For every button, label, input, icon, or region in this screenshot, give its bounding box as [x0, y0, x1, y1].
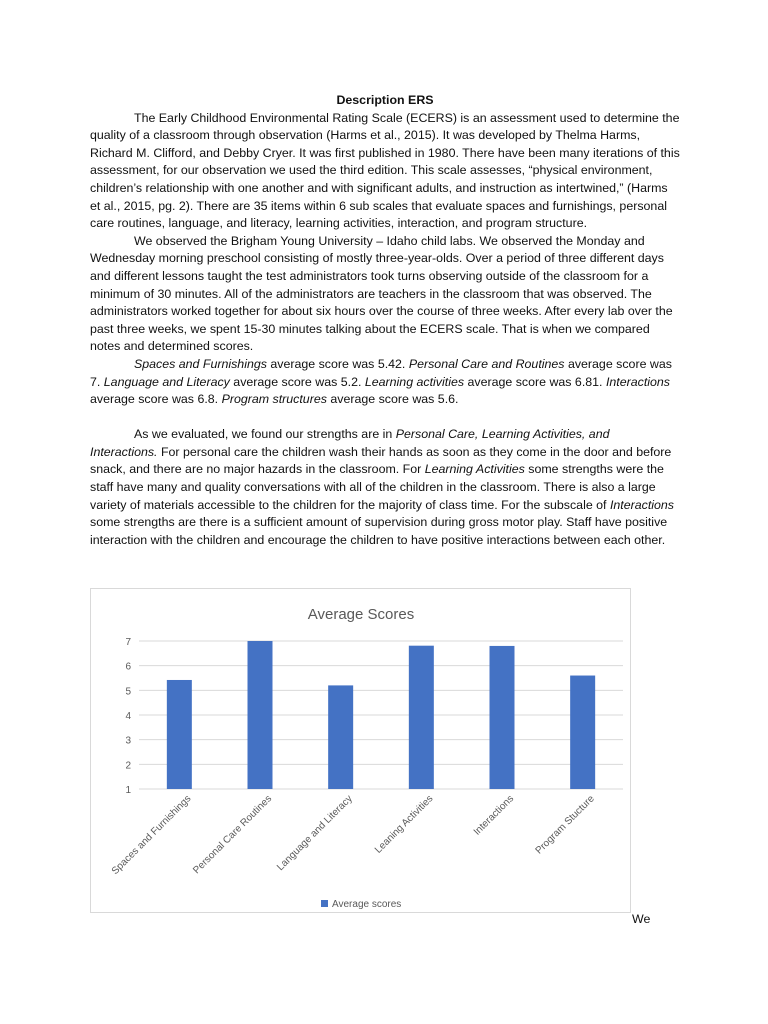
x-tick-label: Personal Care Routines: [191, 793, 275, 877]
trailing-word: We: [632, 912, 651, 926]
strengths-text-d: some strengths are there is a sufficient amount of supervision during gross motor play. Staff have positive interaction with the children and encourage the children to have positive interactions between each other.: [90, 515, 668, 547]
y-axis-ticks: [125, 637, 131, 796]
subscale-learning: Learning activities: [364, 374, 465, 389]
document-title: Description ERS: [336, 93, 434, 107]
bar: [248, 641, 273, 789]
bar: [167, 680, 192, 789]
y-tick-label: 6: [125, 661, 131, 673]
y-tick-label: 3: [125, 735, 131, 747]
strengths-interactions: Interactions: [609, 497, 674, 512]
legend-swatch: [321, 900, 328, 907]
document-body: [90, 92, 680, 549]
subscale-program: Program structures: [221, 392, 327, 407]
y-tick-label: 2: [125, 760, 131, 772]
score-interactions: average score was 6.8.: [90, 392, 222, 407]
paragraph-observation: We observed the Brigham Young University – Idaho child labs. We observed the Monday and Wednesday morning preschool consisting of mostly three-year-olds. Over a period of three different days and different lessons taught the test administrators took turns observing outside of the classroom for a minimum of 30 minutes. All of the administrators are teachers in the classroom that was observed. The administrators worked together for about six hours over the course of three weeks. After every lab over the past three weeks, we spent 15-30 minutes talking about the ECERS scale. That is when we compared notes and determined scores.: [90, 233, 673, 354]
x-tick-label: Leaning Activities: [373, 793, 436, 856]
y-tick-label: 5: [125, 686, 131, 698]
subscale-spaces: Spaces and Furnishings: [134, 356, 267, 371]
bar: [570, 676, 595, 789]
score-program: average score was 5.6.: [326, 392, 459, 407]
y-tick-label: 1: [125, 785, 131, 796]
subscale-interactions: Interactions: [605, 374, 670, 389]
score-language: average score was 5.2.: [229, 374, 365, 389]
strengths-learning: Learning Activities: [424, 462, 525, 477]
score-personal-care: average score was 7.: [90, 356, 672, 389]
subscale-personal-care: Personal Care and Routines: [408, 356, 565, 371]
strengths-text-b: For personal care the children wash their hands as soon as they come in the door and before snack, and there are no major hazards in the classroom. For: [90, 444, 672, 477]
paragraph-scores: [90, 356, 680, 409]
bar: [328, 685, 353, 789]
x-tick-label: Program Stucture: [533, 793, 597, 857]
chart-title: Average Scores: [307, 606, 415, 623]
subscale-language: Language and Literacy: [103, 374, 230, 389]
bar: [490, 646, 515, 789]
chart-canvas: [91, 589, 632, 914]
average-scores-chart: [90, 588, 631, 913]
y-tick-label: 4: [125, 711, 131, 722]
score-learning: average score was 6.81.: [464, 374, 606, 389]
score-spaces: average score was 5.42.: [266, 356, 409, 371]
x-tick-label: Spaces and Furnishings: [109, 793, 194, 877]
strengths-text-a: As we evaluated, we found our strengths are in: [134, 427, 396, 442]
bar: [409, 646, 434, 789]
blank-line: [90, 409, 680, 427]
strengths-areas: Personal Care, Learning Activities, and Interactions.: [90, 427, 610, 459]
gridlines: [139, 641, 623, 789]
y-tick-label: 7: [125, 637, 131, 648]
x-tick-label: Interactions: [471, 793, 517, 838]
legend-label: Average scores: [332, 899, 402, 910]
x-axis-labels: [110, 793, 597, 877]
x-tick-label: Language and Literacy: [275, 793, 355, 874]
paragraph-intro: The Early Childhood Environmental Rating Scale (ECERS) is an assessment used to determine the quality of a classroom through observation (Harms et al., 2015). It was developed by Thelma Harms, Richard M. Clifford, and Debby Cryer. It was first published in 1980. There have been many iterations of this assessment, for our observation we used the third edition. This scale assesses, “physical environment, children’s relationship with one another and with significant adults, and instruction as intertwined,” (Harms et al., 2015, pg. 2). There are 35 items within 6 sub scales that evaluate spaces and furnishings, personal care routines, language, and literacy, learning activities, interaction, and program structure.: [90, 110, 680, 231]
paragraph-strengths: [90, 426, 680, 549]
legend: [321, 899, 401, 910]
strengths-text-c: some strengths were the staff have many and quality conversations with all of the children in the classroom. There is also a large variety of materials accessible to the children for the majority of class time. For the subscale of: [90, 462, 664, 512]
